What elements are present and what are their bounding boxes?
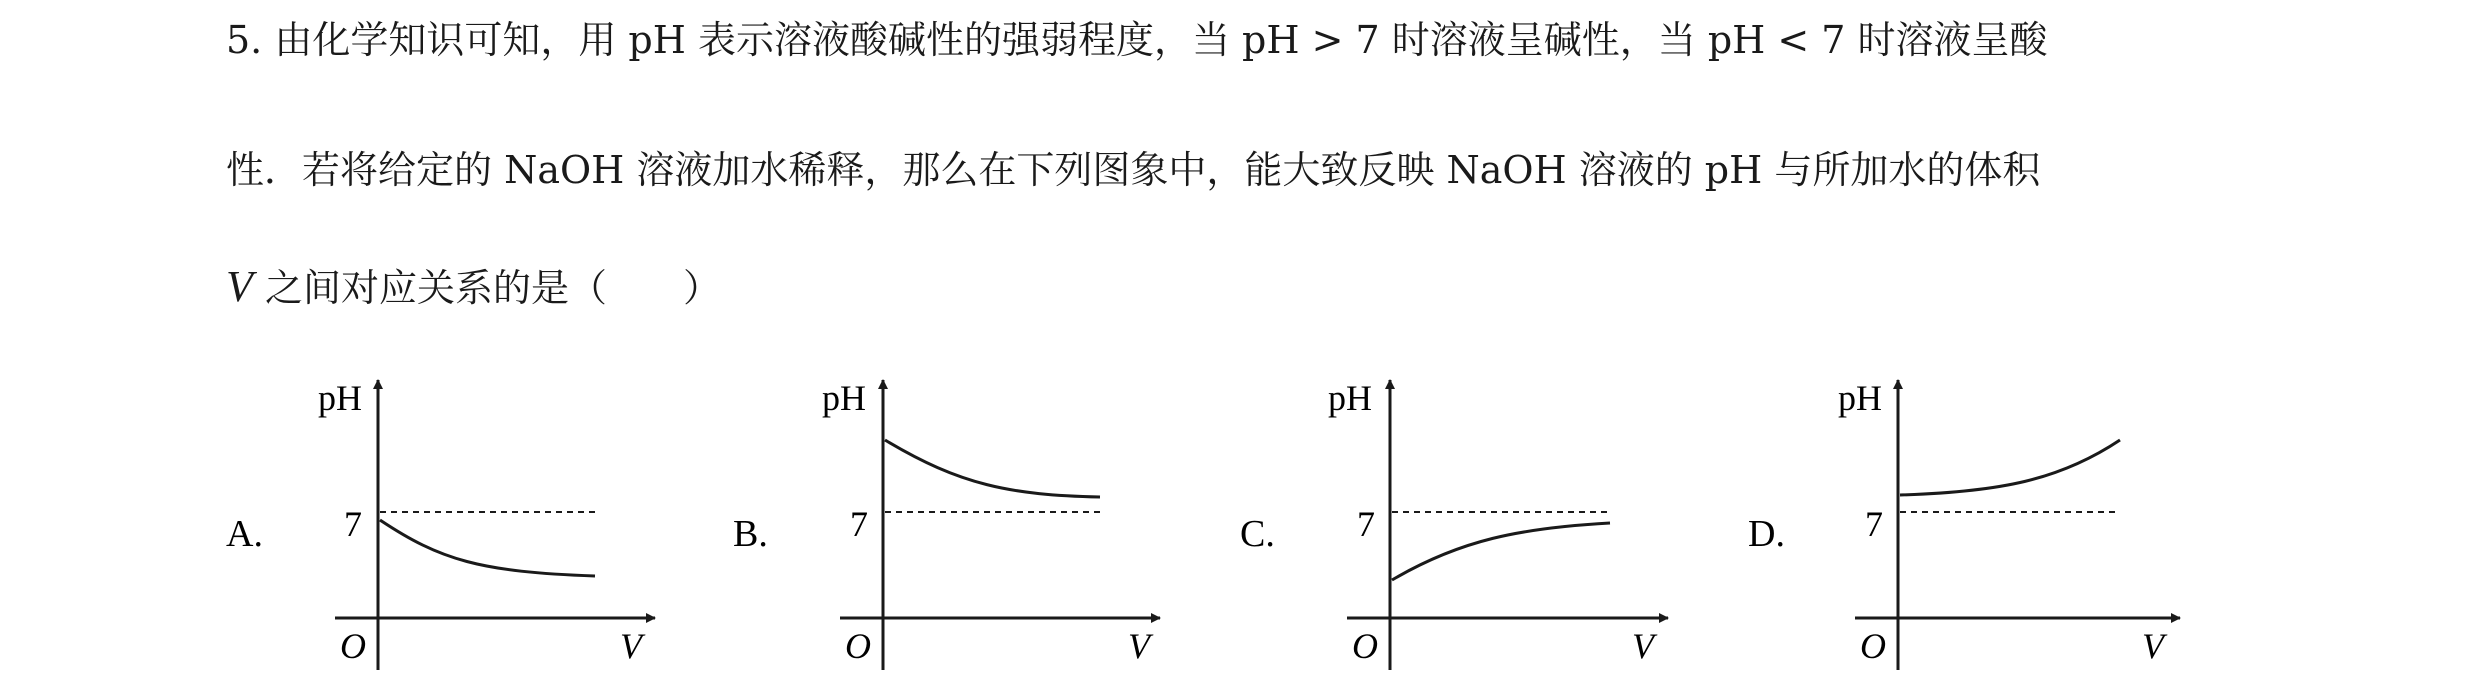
option-c-curve — [1392, 523, 1610, 580]
option-c-label: C. — [1240, 513, 1275, 555]
option-d-seven-label: 7 — [1865, 504, 1883, 544]
option-a-ph-label: pH — [318, 378, 362, 418]
option-c-ph-label: pH — [1328, 378, 1372, 418]
option-d-label: D. — [1748, 513, 1785, 555]
option-c-v-label: V — [1632, 626, 1654, 666]
option-d-origin: O — [1860, 626, 1886, 666]
option-a-label: A. — [226, 513, 263, 555]
option-c[interactable] — [1240, 378, 1668, 670]
answer-graphs — [0, 360, 2480, 696]
option-b-seven-label: 7 — [850, 504, 868, 544]
option-b-label: B. — [733, 513, 768, 555]
option-a-curve — [380, 520, 595, 576]
option-a-seven-label: 7 — [344, 504, 362, 544]
question-line-3 — [226, 263, 721, 312]
question-line-2: 性．若将给定的 NaOH 溶液加水稀释，那么在下列图象中，能大致反映 NaOH 溶液的 pH 与所加水的体积 — [226, 148, 2041, 192]
option-d[interactable] — [1748, 378, 2180, 670]
option-a-v-label: V — [620, 626, 642, 666]
option-b-ph-label: pH — [822, 378, 866, 418]
option-b[interactable] — [733, 378, 1160, 670]
option-c-seven-label: 7 — [1357, 504, 1375, 544]
question-line-1: 5. 由化学知识可知，用 pH 表示溶液酸碱性的强弱程度，当 pH > 7 时溶液呈碱性，当 pH < 7 时溶液呈酸 — [226, 18, 2048, 62]
question-line-3-text: 之间对应关系的是（ ） — [252, 266, 721, 310]
option-d-curve — [1900, 440, 2120, 495]
option-b-v-label: V — [1128, 626, 1150, 666]
option-a[interactable] — [226, 378, 655, 670]
option-b-origin: O — [845, 626, 871, 666]
option-d-ph-label: pH — [1838, 378, 1882, 418]
option-d-v-label: V — [2142, 626, 2164, 666]
option-a-origin: O — [340, 626, 366, 666]
volume-variable: V — [226, 262, 253, 311]
option-c-origin: O — [1352, 626, 1378, 666]
option-b-curve — [885, 440, 1100, 497]
